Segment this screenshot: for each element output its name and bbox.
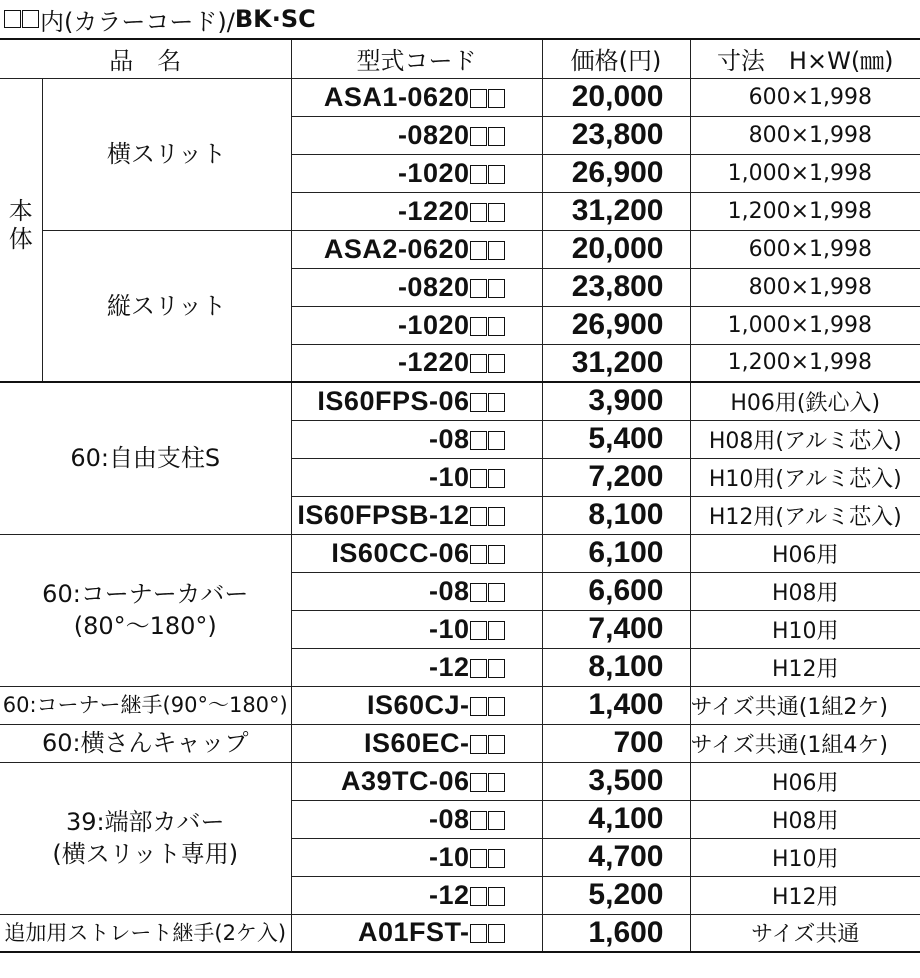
placeholder-box — [488, 811, 505, 830]
product-name: 60:自由支柱S — [0, 382, 291, 534]
model-code — [291, 306, 542, 344]
dimension: H12用 — [690, 876, 920, 914]
model-code-text: -1220 — [397, 347, 470, 378]
header-size: 寸法 H×W(㎜) — [690, 39, 920, 78]
placeholder-box — [488, 583, 505, 602]
model-code — [291, 344, 542, 382]
price: 8,100 — [542, 648, 690, 686]
model-code — [291, 268, 542, 306]
placeholder-box — [488, 317, 505, 336]
model-code-text: IS60EC- — [363, 727, 470, 758]
placeholder-box — [470, 165, 487, 184]
placeholder-box — [488, 393, 505, 412]
placeholder-box — [470, 849, 487, 868]
model-code — [291, 800, 542, 838]
dimension: H12用 — [690, 648, 920, 686]
header-code: 型式コード — [291, 39, 542, 78]
model-code — [291, 230, 542, 268]
caption-prefix: 内(カラーコード)/ — [40, 7, 235, 36]
price: 31,200 — [542, 192, 690, 230]
dimension: H08用(アルミ芯入) — [690, 420, 920, 458]
placeholder-box — [470, 89, 487, 108]
placeholder-box — [488, 469, 505, 488]
dimension: 1,200×1,998 — [690, 192, 920, 230]
model-code — [291, 838, 542, 876]
model-code — [291, 876, 542, 914]
placeholder-box — [488, 545, 505, 564]
table-row — [0, 724, 920, 762]
price: 31,200 — [542, 344, 690, 382]
placeholder-box — [470, 621, 487, 640]
product-name: 縦スリット — [42, 230, 291, 382]
model-code-text: -12 — [428, 651, 470, 682]
model-code-text: -0820 — [397, 271, 470, 302]
placeholder-box — [470, 431, 487, 450]
dimension: 1,000×1,998 — [690, 154, 920, 192]
placeholder-box — [488, 279, 505, 298]
placeholder-box — [488, 354, 505, 373]
caption-color-codes: BK·SC — [234, 5, 316, 33]
model-code — [291, 914, 542, 952]
table-row — [0, 914, 920, 952]
dimension: H06用 — [690, 762, 920, 800]
model-code — [291, 572, 542, 610]
placeholder-box — [470, 127, 487, 146]
model-code — [291, 382, 542, 420]
dimension: サイズ共通(1組2ケ) — [690, 686, 920, 724]
dimension: H10用 — [690, 838, 920, 876]
model-code — [291, 762, 542, 800]
placeholder-box — [4, 10, 21, 28]
placeholder-box — [470, 354, 487, 373]
model-code-text: -08 — [428, 803, 470, 834]
placeholder-box — [470, 393, 487, 412]
price: 5,400 — [542, 420, 690, 458]
price-table — [0, 38, 920, 953]
dimension: H10用(アルミ芯入) — [690, 458, 920, 496]
table-row — [0, 78, 920, 116]
price: 6,600 — [542, 572, 690, 610]
placeholder-box — [470, 773, 487, 792]
price: 20,000 — [542, 78, 690, 116]
price: 8,100 — [542, 496, 690, 534]
price: 23,800 — [542, 116, 690, 154]
price: 1,400 — [542, 686, 690, 724]
placeholder-box — [488, 924, 505, 943]
model-code-text: ASA2-0620 — [323, 233, 470, 264]
placeholder-box — [488, 431, 505, 450]
dimension: サイズ共通 — [690, 914, 920, 952]
model-code — [291, 154, 542, 192]
price: 4,700 — [542, 838, 690, 876]
model-code — [291, 192, 542, 230]
dimension: H08用 — [690, 572, 920, 610]
model-code — [291, 116, 542, 154]
placeholder-box — [488, 697, 505, 716]
dimension: サイズ共通(1組4ケ) — [690, 724, 920, 762]
model-code — [291, 686, 542, 724]
placeholder-box — [488, 89, 505, 108]
model-code-text: -10 — [428, 613, 470, 644]
placeholder-box — [488, 165, 505, 184]
placeholder-box — [470, 659, 487, 678]
placeholder-box — [488, 735, 505, 754]
dimension: 600×1,998 — [690, 230, 920, 268]
dimension: 800×1,998 — [690, 268, 920, 306]
placeholder-box — [470, 241, 487, 260]
model-code-text: -0820 — [397, 119, 470, 150]
model-code-text: -1020 — [397, 309, 470, 340]
dimension: H08用 — [690, 800, 920, 838]
table-row — [0, 534, 920, 572]
model-code-text: -12 — [428, 879, 470, 910]
model-code — [291, 78, 542, 116]
price: 4,100 — [542, 800, 690, 838]
placeholder-box — [488, 621, 505, 640]
price: 23,800 — [542, 268, 690, 306]
price: 3,500 — [542, 762, 690, 800]
product-name: 39:端部カバー (横スリット専用) — [0, 762, 291, 914]
placeholder-box — [470, 887, 487, 906]
price: 6,100 — [542, 534, 690, 572]
table-row — [0, 230, 920, 268]
placeholder-box — [22, 10, 39, 28]
model-code — [291, 496, 542, 534]
model-code-text: -10 — [428, 841, 470, 872]
price: 26,900 — [542, 306, 690, 344]
dimension: 800×1,998 — [690, 116, 920, 154]
table-caption — [0, 0, 920, 38]
placeholder-box — [488, 849, 505, 868]
price: 7,400 — [542, 610, 690, 648]
placeholder-box — [488, 241, 505, 260]
price: 20,000 — [542, 230, 690, 268]
model-code-text: IS60CJ- — [366, 689, 470, 720]
placeholder-box — [470, 469, 487, 488]
model-code — [291, 458, 542, 496]
price: 1,600 — [542, 914, 690, 952]
dimension: 600×1,998 — [690, 78, 920, 116]
placeholder-box — [470, 697, 487, 716]
product-name: 横スリット — [42, 78, 291, 230]
table-row — [0, 762, 920, 800]
table-row — [0, 686, 920, 724]
placeholder-box — [470, 545, 487, 564]
placeholder-box — [470, 279, 487, 298]
placeholder-box — [470, 583, 487, 602]
model-code-text: IS60FPSB-12 — [297, 499, 470, 530]
dimension: H06用 — [690, 534, 920, 572]
model-code-text: A01FST- — [357, 917, 470, 948]
placeholder-box — [470, 203, 487, 222]
product-name: 60:コーナー継手(90°〜180°) — [0, 686, 291, 724]
placeholder-box — [470, 735, 487, 754]
model-code-text: -1220 — [397, 195, 470, 226]
dimension: 1,200×1,998 — [690, 344, 920, 382]
model-code — [291, 534, 542, 572]
placeholder-box — [470, 507, 487, 526]
price: 7,200 — [542, 458, 690, 496]
model-code — [291, 724, 542, 762]
body-label: 本 体 — [0, 78, 42, 382]
price: 5,200 — [542, 876, 690, 914]
dimension: H10用 — [690, 610, 920, 648]
model-code — [291, 610, 542, 648]
model-code-text: -08 — [428, 575, 470, 606]
header-price: 価格(円) — [542, 39, 690, 78]
model-code — [291, 648, 542, 686]
model-code-text: IS60FPS-06 — [317, 385, 470, 416]
table-row — [0, 382, 920, 420]
dimension: 1,000×1,998 — [690, 306, 920, 344]
model-code-text: A39TC-06 — [340, 765, 470, 796]
header-name: 品 名 — [0, 39, 291, 78]
model-code — [291, 420, 542, 458]
placeholder-box — [470, 924, 487, 943]
model-code-text: ASA1-0620 — [323, 81, 470, 112]
price: 3,900 — [542, 382, 690, 420]
placeholder-box — [488, 127, 505, 146]
placeholder-box — [488, 887, 505, 906]
price: 26,900 — [542, 154, 690, 192]
model-code-text: -1020 — [397, 157, 470, 188]
product-name: 60:横さんキャップ — [0, 724, 291, 762]
product-name: 60:コーナーカバー (80°〜180°) — [0, 534, 291, 686]
placeholder-box — [470, 317, 487, 336]
product-name: 追加用ストレート継手(2ケ入) — [0, 914, 291, 952]
header-row — [0, 39, 920, 78]
dimension: H06用(鉄心入) — [690, 382, 920, 420]
placeholder-box — [488, 507, 505, 526]
price: 700 — [542, 724, 690, 762]
model-code-text: -10 — [428, 461, 470, 492]
model-code-text: -08 — [428, 423, 470, 454]
placeholder-box — [488, 203, 505, 222]
placeholder-box — [488, 773, 505, 792]
dimension: H12用(アルミ芯入) — [690, 496, 920, 534]
placeholder-box — [488, 659, 505, 678]
placeholder-box — [470, 811, 487, 830]
model-code-text: IS60CC-06 — [331, 537, 470, 568]
